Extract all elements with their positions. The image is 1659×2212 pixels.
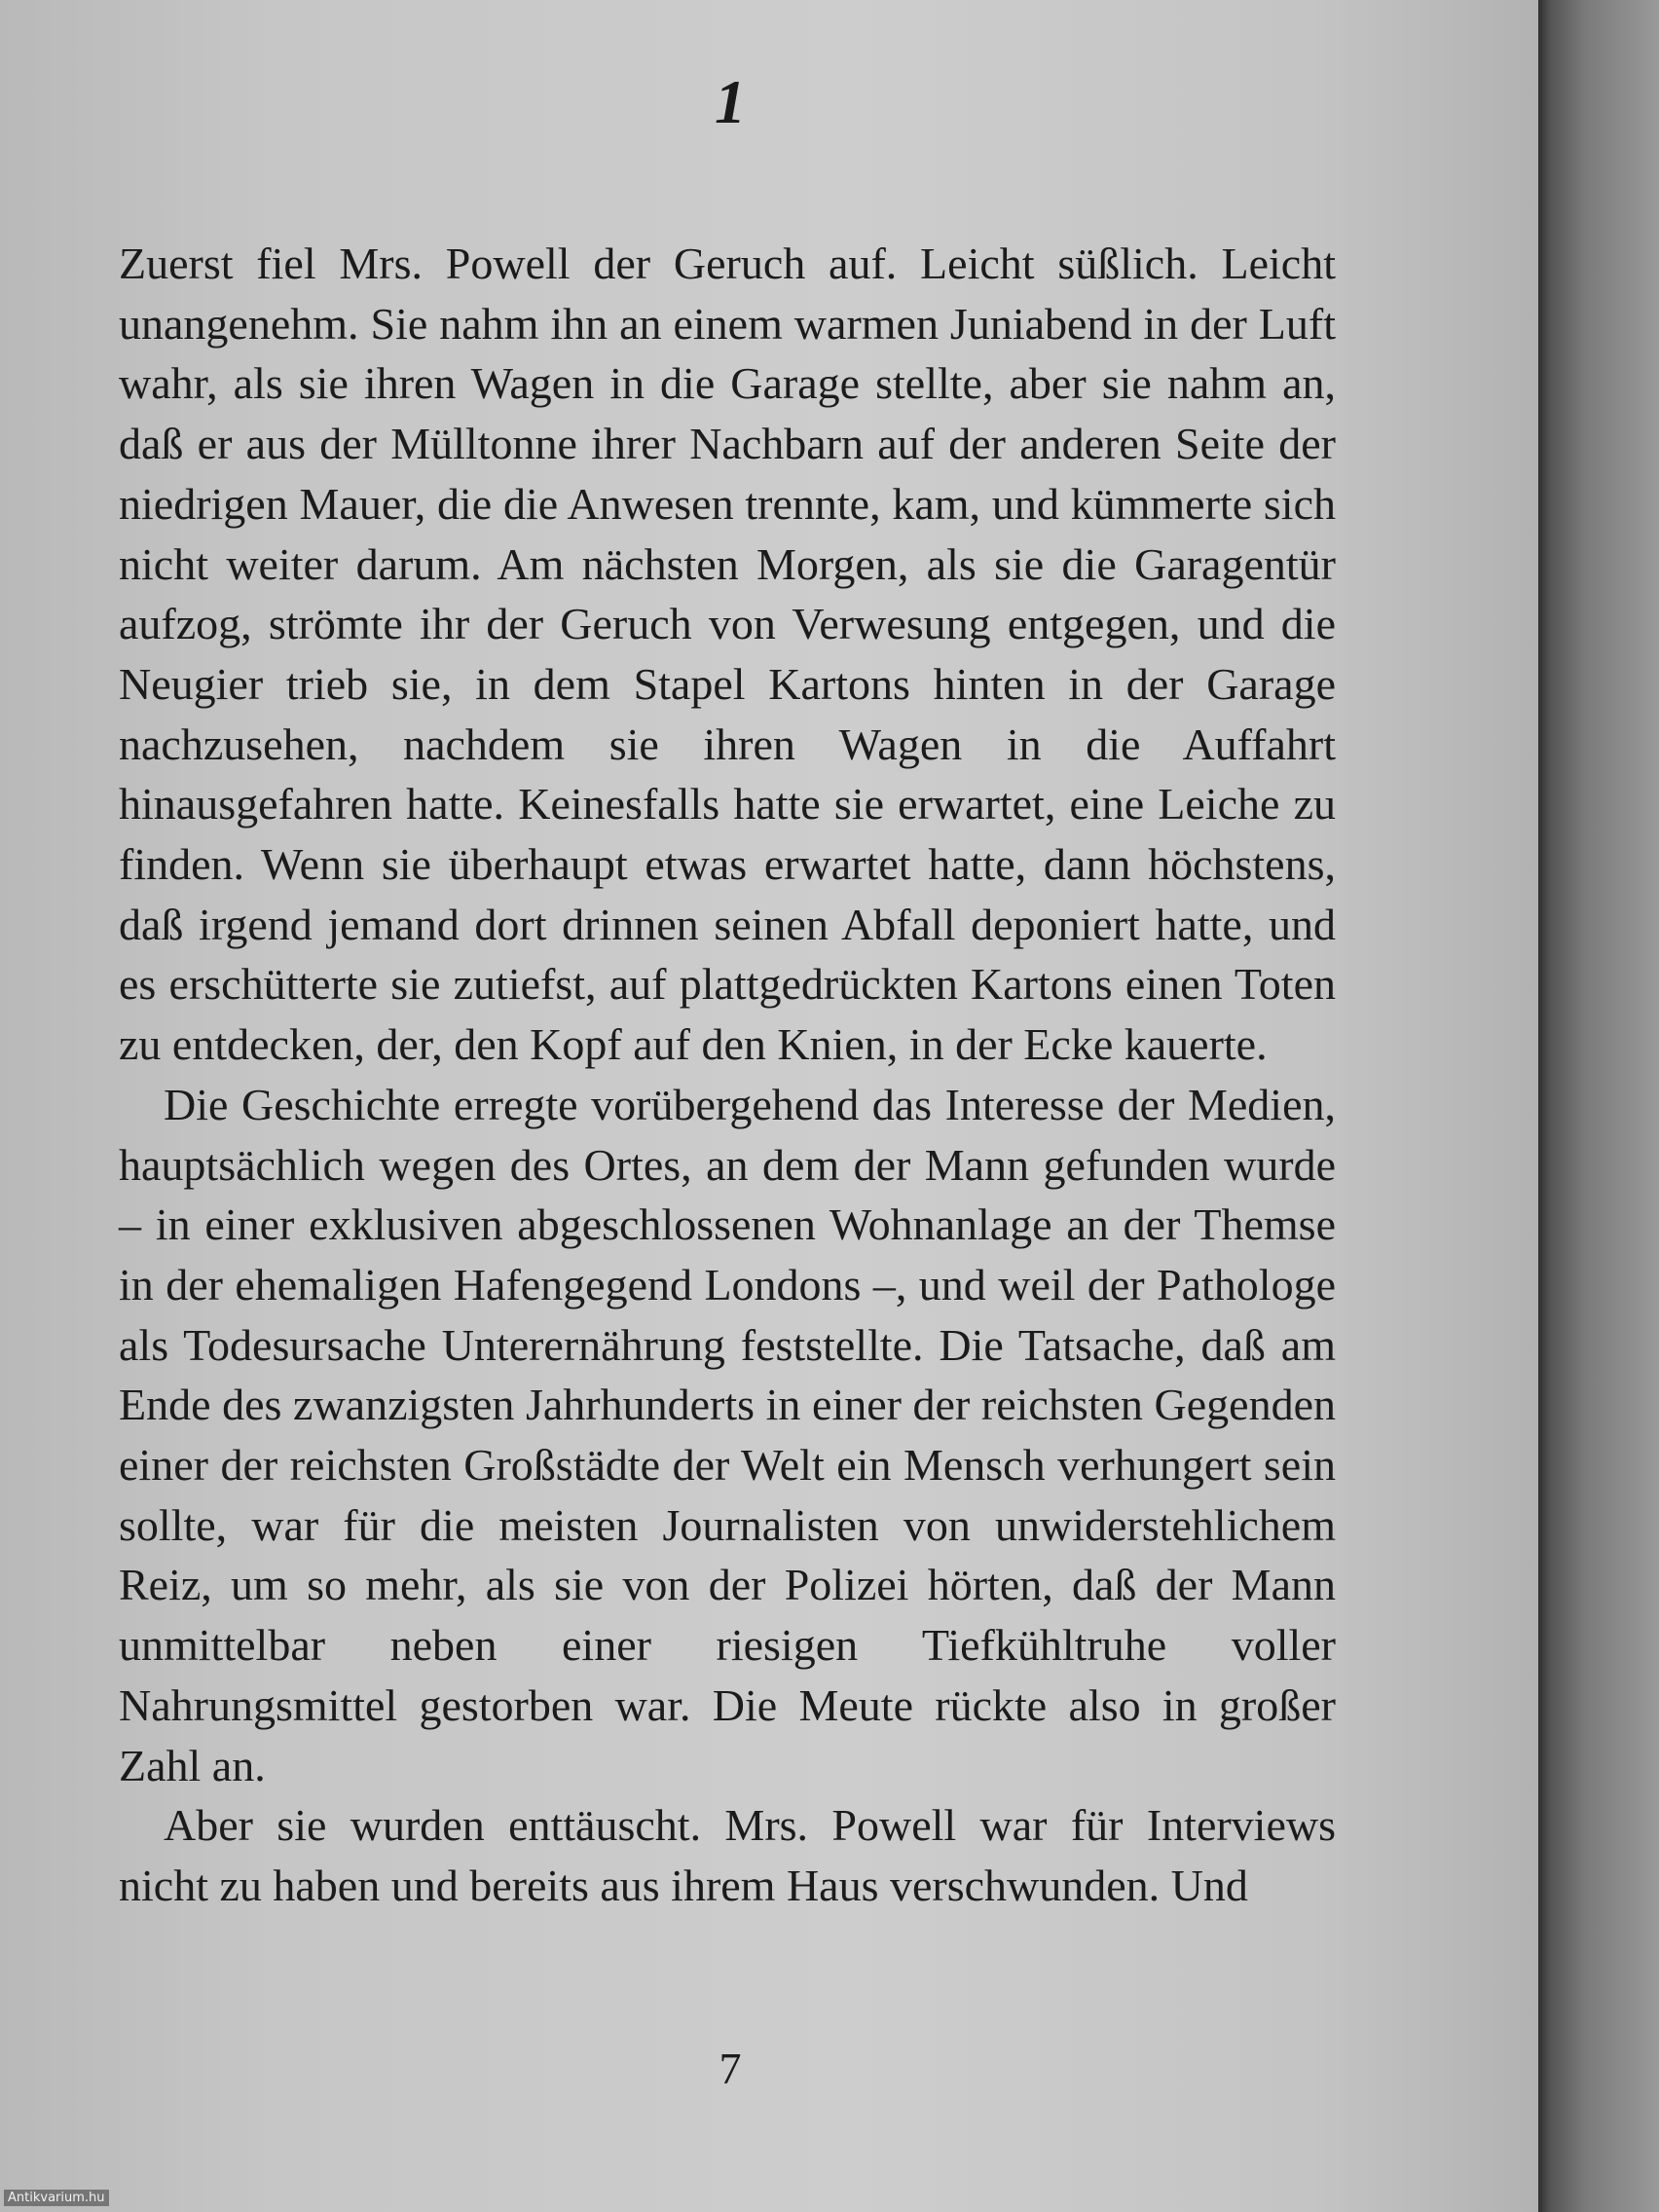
paragraph-1: Zuerst fiel Mrs. Powell der Geruch auf. Leicht süßlich. Leicht unangenehm. Sie nahm ihn an einem warmen Juniabend in der Luft wahr, als sie ihren Wagen in die Garage stellte, aber sie nahm an, daß er aus der Mülltonne ihrer Nachbarn auf der anderen Seite der niedrigen Mauer, die die Anwesen trennte, kam, und kümmerte sich nicht weiter darum. Am nächsten Morgen, als sie die Garagentür aufzog, strömte ihr der Geruch von Verwesung entgegen, und die Neugier trieb sie, in dem Stapel Kartons hinten in der Garage nachzusehen, nachdem sie ihren Wagen in die Auffahrt hinausgefahren hatte. Keinesfalls hatte sie erwartet, eine Leiche zu finden. Wenn sie überhaupt etwas erwartet hatte, dann höchstens, daß irgend jemand dort drinnen seinen Abfall deponiert hatte, und es erschütterte sie zutiefst, auf plattgedrückten Kartons einen Toten zu entdecken, der, den Kopf auf den Knien, in der Ecke kauerte. xyxy=(119,239,1336,1070)
paragraph-2: Die Geschichte erregte vorübergehend das Interesse der Medien, hauptsächlich wegen des Ortes, an dem der Mann gefunden wurde – in einer exklusiven abgeschlossenen Wohnanlage an der Themse in der ehemaligen Hafengegend Londons –, und weil der Pathologe als Todesursache Unterernährung feststellte. Die Tatsache, daß am Ende des zwanzigsten Jahrhunderts in einer der reichsten Gegenden einer der reichsten Großstädte der Welt ein Mensch verhungert sein sollte, war für die meisten Journalisten von unwiderstehlichem Reiz, um so mehr, als sie von der Polizei hörten, daß der Mann unmittelbar neben einer riesigen Tiefkühltruhe voller Nahrungsmittel gestorben war. Die Meute rückte also in großer Zahl an. xyxy=(119,1079,1336,1790)
book-edge-shadow xyxy=(1538,0,1659,2212)
body-text xyxy=(119,234,1336,1916)
page-number: 7 xyxy=(719,2044,742,2093)
chapter-number: 1 xyxy=(715,67,746,136)
paragraph-3: Aber sie wurden enttäuscht. Mrs. Powell war für Interviews nicht zu haben und bereits aus ihrem Haus verschwunden. Und xyxy=(119,1800,1336,1910)
watermark: Antikvarium.hu xyxy=(4,2190,109,2206)
